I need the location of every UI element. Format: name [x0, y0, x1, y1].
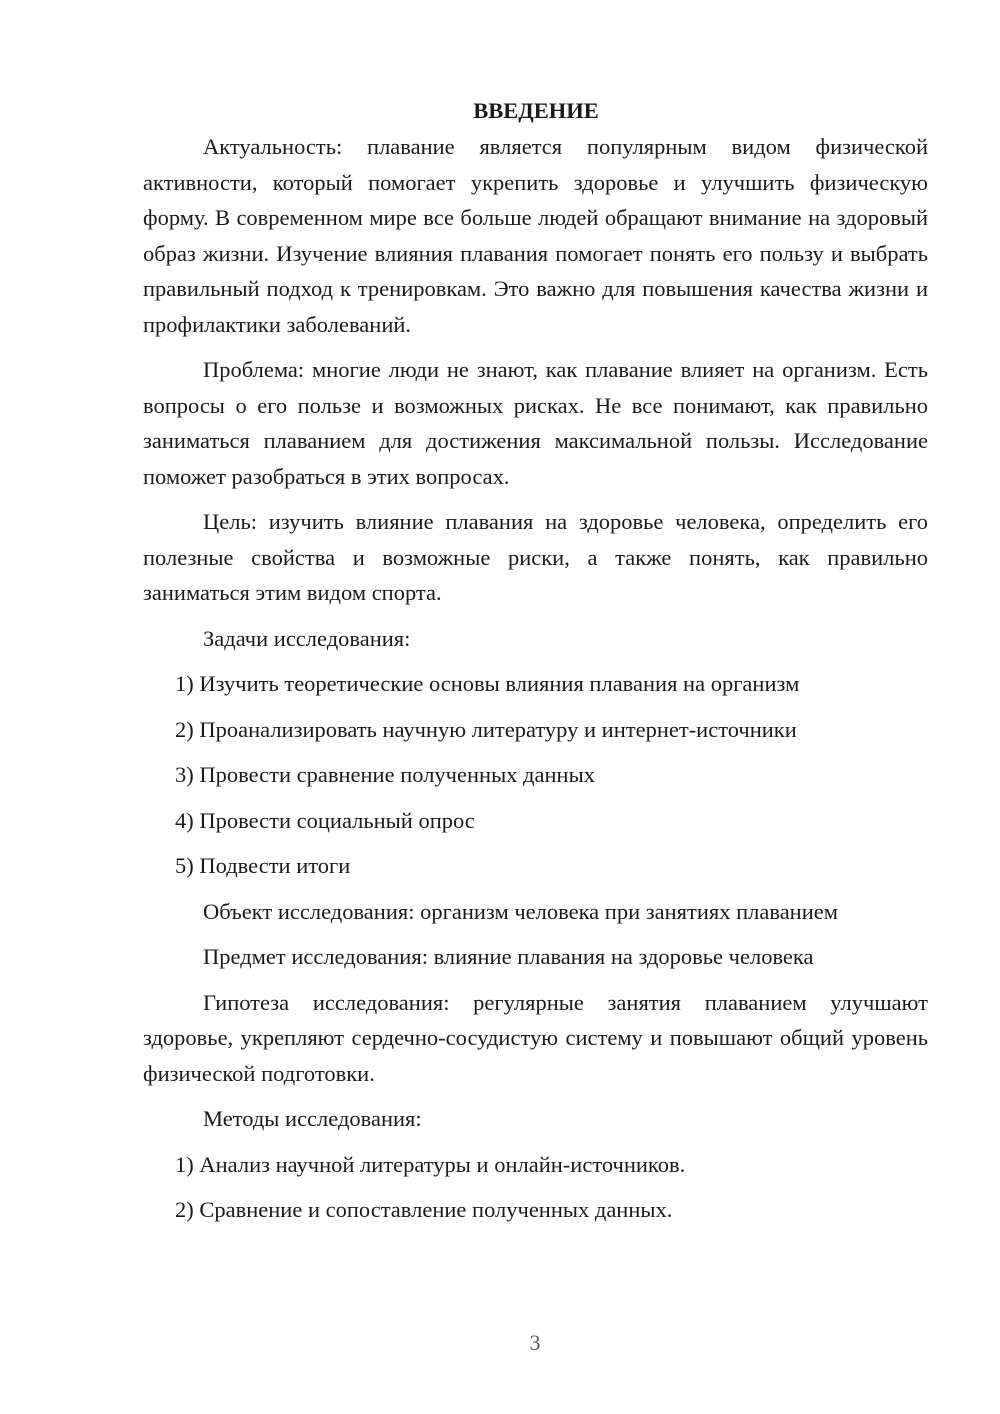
document-body: [143, 93, 928, 1238]
task-item: 5) Подвести итоги: [175, 853, 351, 878]
problem-paragraph: Проблема: многие люди не знают, как плавание влияет на организм. Есть вопросы о его пользе и возможных рисках. Не все понимают, как правильно заниматься плаванием для достижения максимальной пользы. Исследование поможет разобраться в этих вопросах.: [143, 357, 928, 489]
task-item: 2) Проанализировать научную литературу и интернет-источники: [175, 716, 797, 742]
research-subject: Предмет исследования: влияние плавания на здоровье человека: [203, 944, 814, 969]
method-item: 1) Анализ научной литературы и онлайн-источников.: [175, 1151, 686, 1177]
research-object: Объект исследования: организм человека при занятиях плаванием: [203, 898, 838, 924]
goal-paragraph: Цель: изучить влияние плавания на здоровье человека, определить его полезные свойства и возможные риски, а также понять, как правильно заниматься этим видом спорта.: [143, 509, 928, 605]
page-number: 3: [529, 1330, 541, 1355]
tasks-heading: Задачи исследования:: [203, 625, 411, 651]
relevance-paragraph: Актуальность: плавание является популярным видом физической активности, который помогает укрепить здоровье и улучшить физическую форму. В современном мире все больше людей обращают внимание на здоровый образ жизни. Изучение влияния плавания помогает понять его пользу и выбрать правильный подход к тренировкам. Это важно для повышения качества жизни и профилактики заболеваний.: [143, 134, 928, 337]
task-item: 4) Провести социальный опрос: [175, 807, 475, 833]
methods-heading: Методы исследования:: [203, 1106, 422, 1131]
section-title: ВВЕДЕНИЕ: [473, 98, 599, 123]
hypothesis-paragraph: Гипотеза исследования: регулярные занятия плаванием улучшают здоровье, укрепляют сердечно-сосудистую систему и повышают общий уровень физической подготовки.: [143, 989, 928, 1086]
method-item: 2) Сравнение и сопоставление полученных данных.: [175, 1197, 673, 1222]
task-item: 1) Изучить теоретические основы влияния плавания на организм: [175, 671, 800, 696]
task-item: 3) Провести сравнение полученных данных: [175, 762, 595, 787]
